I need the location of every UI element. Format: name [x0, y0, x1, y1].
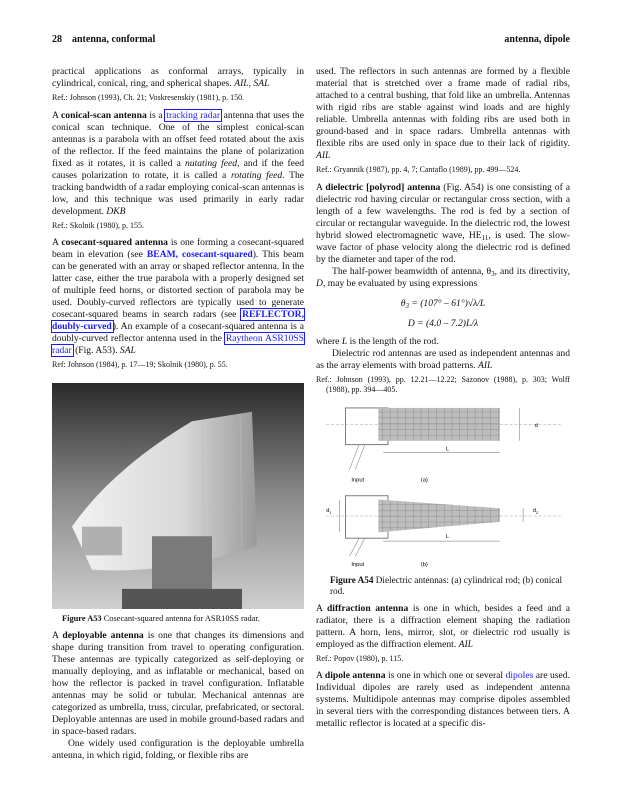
- link-tracking-radar[interactable]: tracking radar: [166, 109, 221, 121]
- page-number: 28: [52, 34, 62, 45]
- equation-directivity: D = (4.0 – 7.2)L/λ: [407, 317, 479, 329]
- figure-a53-photo: [52, 383, 304, 609]
- label-d: d: [534, 422, 538, 429]
- link-raytheon-asr10ss[interactable]: Raytheon ASR10SS radar: [52, 333, 304, 356]
- figure-a54-caption: Figure A54 Dielectric antennas: (a) cylindrical rod; (b) conical rod.: [330, 574, 562, 596]
- label-L: L: [445, 445, 450, 452]
- paragraph-dipole: A dipole antenna is one in which one or several dipoles are used. Individual dipoles are rarely used as independent antenna systems. Multidipole antennas may comprise dipoles assembled in several tiers with the corresponding distances between tiers. A metallic reflector is located at a specific dis-: [316, 670, 570, 729]
- figure-a53-caption: Figure A53 Cosecant-squared antenna for ASR10SS radar.: [62, 613, 260, 623]
- label-a: (a): [420, 476, 428, 483]
- reference: Ref.: Gryannik (1987), pp. 4, 7; Cantaflo (1989), pp. 499—524.: [316, 165, 521, 174]
- label-L: L: [445, 533, 450, 540]
- label-input: Input: [351, 561, 365, 568]
- reference: Ref.: Johnson (1993), pp. 12.21—12.22; Sazonov (1988), p. 303; Wolff (1988), pp. 394—405.: [316, 374, 570, 394]
- paragraph-umbrella: used. The reflectors in such antennas are formed by a flexible material that is stretched over a frame made of radial ribs, attached to a central bushing, that fold like an umbrella. Antennas with rigid ribs are stable against wind loads and are highly reliable. Umbrella antennas with folding ribs are used both in ground-based and in space radars. Umbrella antennas with flexible ribs are used only in space due to their lack of rigidity. AIL: [316, 66, 570, 161]
- header-left-title: antenna, conformal: [72, 34, 156, 45]
- paragraph-where: where L is the length of the rod.: [316, 335, 439, 347]
- reference: Ref: Johnson (1984), p. 17—19; Skolnik (1980), p. 55.: [52, 360, 228, 369]
- link-dipoles[interactable]: dipoles: [505, 670, 534, 681]
- header-right-title: antenna, dipole: [504, 34, 570, 45]
- equation-beamwidth: $\theta_3 = (107^\circ - 61^\circ)√\lambda/L$: [400, 297, 486, 310]
- right-column: [316, 66, 570, 730]
- paragraph-cosecant-squared: A cosecant-squared antenna is one forming a cosecant-squared beam in elevation (see BEAM, cosecant-squared). This beam can be generated with an array or shaped reflector antenna. In the latter case, either the true parabola with a properly designed set of multiple feed horns, or distorted section of parabola may be used. Doubly-curved reflectors are typically used to generate cosecant-squared beams in search radars (see REFLECTOR, doubly-curved). An example of a cosecant-squared antenna is a doubly-curved reflector antenna used in the Raytheon ASR10SS radar (Fig. A53). SAL: [52, 237, 304, 356]
- reference: Ref.: Popov (1980), p. 115.: [316, 653, 404, 663]
- paragraph-diffraction: A diffraction antenna is one in which, besides a feed and a radiator, there is a diffraction element shaping the radiation pattern. A horn, lens, mirror, slot, or dielectric rod usually is employed as the diffraction element. AIL: [316, 602, 570, 650]
- paragraph-deployable-umbrella: One widely used configuration is the deployable umbrella antenna, in which rigid, folding, or flexible ribs are: [52, 737, 304, 761]
- label-b: (b): [420, 561, 428, 568]
- paragraph-dielectric: A dielectric [polyrod] antenna (Fig. A54) is one consisting of a dielectric rod having circular or rectangular cross section, with a length of a few wavelengths. The rod is fed by a section of circular or rectangular waveguide. In the dielectric rod, the lowest hybrid slowed electromagnetic wave, $HE_{11}$, is used. The slow-wave factor of phase velocity along the dielectric rod is defined by the diameter and taper of the rod.: [316, 181, 570, 265]
- running-header-left: [52, 34, 155, 45]
- reference: Ref.: Skolnik (1980), p. 155.: [52, 220, 144, 230]
- paragraph-dielectric-use: Dielectric rod antennas are used as independent antennas and as the array elements with broad patterns. AIL: [316, 347, 570, 371]
- paragraph-deployable: A deployable antenna is one that changes its dimensions and shape during transition from travel to operating configuration. These antennas are typically categorized as self-deploying or manually deploying, and as inflatable or mechanical, based on how the reflector is packed in travel configuration. Inflatable antennas may be solid or tubular. Mechanical antennas are categorized as umbrella, truss, circular, prefabricated, or sectoral. Deployable antennas are used in mobile ground-based radars and in space-based radars.: [52, 629, 304, 737]
- figure-a54-diagram: [316, 406, 570, 571]
- label-d2: $d_2$: [532, 507, 539, 515]
- paragraph-half-power: The half-power beamwidth of antenna, $\theta_3$, and its directivity, D, may be evaluated by using expressions: [316, 265, 570, 289]
- reference: Ref.: Johnson (1993), Ch. 21; Voskresenskiy (1981), p. 150.: [52, 93, 245, 102]
- paragraph-conical-scan: A conical-scan antenna is a tracking radar antenna that uses the conical scan technique. One of the simplest conical-scan antennas is a parabola with an offset feed rotated about the axis of the reflector. If the feed maintains the plane of polarization fixed as it rotates, it is called a nutating feed, and if the feed causes polarization to rotate, it is called a rotating feed. The tracking bandwidth of a radar employing conical-scan antennas is low, and this technique was used primarily in early radar development. DKB: [52, 109, 305, 217]
- label-input: Input: [351, 476, 365, 483]
- left-column: [52, 66, 304, 762]
- paragraph-conformal: practical applications as conformal arrays, typically in cylindrical, conical, ring, and spherical shapes. AIL, SAL: [52, 66, 304, 89]
- link-reflector-doubly-curved[interactable]: REFLECTOR, doubly-curved: [52, 309, 304, 332]
- label-d1: $d_1$: [326, 507, 332, 515]
- link-beam-cosecant-squared[interactable]: BEAM, cosecant-squared: [146, 249, 253, 260]
